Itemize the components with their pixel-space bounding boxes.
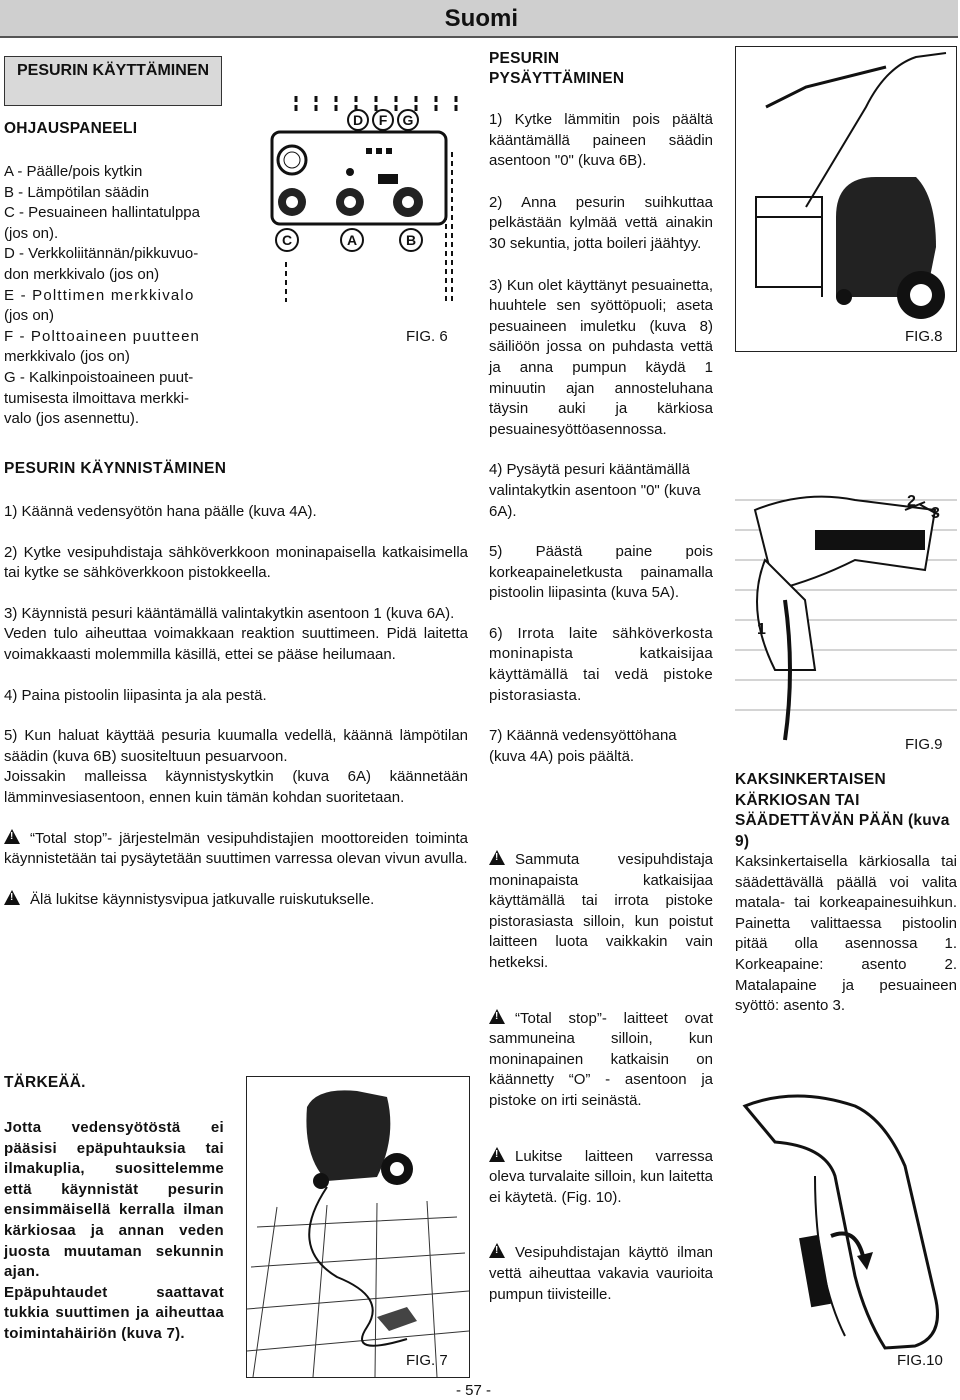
fig8-frame — [735, 46, 957, 352]
panel-line: don merkkivalo (jos on) — [4, 265, 160, 283]
important-para-1: Jotta vedensyötöstä ei pääsisi epäpuhtauksia tai ilmakuplia, suosittelemme että käynnistät pesurin ensimmäisellä kerralla ilman kärkiosaa ja annan veden juosta muutaman sekunnin ajan. — [4, 1119, 224, 1281]
fig6-letter-f: F — [378, 112, 388, 128]
fig8-label: FIG.8 — [905, 328, 943, 345]
lock-lever-text: Älä lukitse käynnistysvipua jatkuvalle ruiskutukselle. — [30, 890, 375, 908]
section-title-box — [4, 56, 222, 106]
fig7-frame — [246, 1076, 470, 1378]
language-header — [0, 0, 958, 38]
fig9-number-2: 2 — [907, 493, 916, 510]
start-step-1: 1) Käännä vedensyötön hana päälle (kuva 4A). — [4, 503, 317, 520]
page-number: - 57 - — [456, 1382, 492, 1399]
panel-line: F - Polttoaineen puutteen — [4, 327, 200, 345]
double-nozzle-text: Kaksinkertaisella kärkiosalla tai säädettävällä päällä voi valita matala- tai korkeapainesuihkun. Painetta valittaessa pistoolin pitää olla asennossa 1. Korkeapaine: asento 2. Matalapaine ja pesuaineen syöttö: asento 3. — [735, 853, 957, 1015]
stop-heading: PESURIN PYSÄYTTÄMINEN — [489, 50, 625, 87]
stop-step-2: 2) Anna pesurin suihkuttaa pelkästään kylmää vettä ainakin 30 sekuntia, jotta boileri jäähtyy. — [489, 193, 713, 252]
panel-line: B - Lämpötilan säädin — [4, 183, 150, 201]
total-stop-off-text: “Total stop”- laitteet ovat sammuneina silloin, kun moninapainen katkaisin on käännetty “O” - asentoon ja pistoke on irti seinästä. — [489, 1009, 713, 1109]
panel-line: A - Päälle/pois kytkin — [4, 163, 143, 180]
stop-step-6: 6) Irrota laite sähköverkosta moninapista katkaisijaa käyttämällä tai vedä pistoke pistorasiasta. — [489, 624, 713, 704]
panel-line: E - Polttimen merkkivalo — [4, 286, 195, 304]
disconnect-warning — [489, 850, 713, 974]
dry-run-warning — [489, 1243, 713, 1305]
important-text — [4, 1118, 224, 1345]
fig6-letter-g: G — [402, 112, 414, 128]
start-step-2: 2) Kytke vesipuhdistaja sähköverkkoon moninapaisella katkaisimella tai kytke se sähköverkkoon pistokkeella. — [4, 543, 468, 582]
panel-line: D - Verkkoliitännän/pikkuvuo- — [4, 245, 199, 263]
panel-line: tumisesta ilmoittava merkki- — [4, 389, 190, 407]
fig7-label: FIG. 7 — [406, 1352, 448, 1369]
panel-line: (jos on) — [4, 307, 55, 325]
stop-warnings — [489, 850, 713, 1305]
fig6-letter-c: C — [281, 232, 293, 248]
double-nozzle-heading: KAKSINKERTAISEN KÄRKIOSAN TAI SÄÄDETTÄVÄN PÄÄN (kuva 9) — [735, 771, 950, 850]
control-panel-list — [4, 162, 224, 430]
fig9-label: FIG.9 — [905, 736, 943, 753]
fig6-letter-b: B — [405, 232, 417, 248]
fig9-number-3: 3 — [931, 505, 940, 522]
total-stop-off-warning — [489, 1009, 713, 1112]
dry-run-text: Vesipuhdistajan käyttö ilman vettä aiheuttaa vakavia vaurioita pumpun tiivisteille. — [489, 1244, 713, 1303]
total-stop-text: “Total stop”- järjestelmän vesipuhdistajien moottoreiden toiminta käynnistetään tai pysäytetään suuttimen varressa olevan vivun avulla. — [4, 829, 468, 868]
stop-steps-top — [489, 110, 713, 767]
start-step-5: 5) Kun haluat käyttää pesuria kuumalla vedellä, käännä lämpötilan säädin (kuva 6B) suositeltuun pesuarvoon. — [4, 727, 468, 765]
panel-line: C - Pesuaineen hallintatulppa — [4, 204, 200, 222]
panel-line: valo (jos asennettu). — [4, 410, 140, 428]
warning-icon — [489, 1243, 505, 1258]
warning-icon — [489, 1009, 505, 1024]
stop-step-1: 1) Kytke lämmitin pois päältä kääntämällä paineen säädin asentoon "0" (kuva 6B). — [489, 111, 713, 170]
language-label: Suomi — [444, 5, 518, 32]
panel-line: merkkivalo (jos on) — [4, 348, 130, 366]
fig6-letter-a: A — [346, 232, 358, 248]
stop-step-3: 3) Kun olet käyttänyt pesuainetta, huuhtele sen syöttöpuoli; aseta pesuaineen imuletku (kuva 8) säiliöön jossa on puhdasta vettä ja anna pumpun käydä 1 minuutin ajan annosteluhana täysin auki ja kärkiosa pesuainesyöttöasennossa. — [489, 276, 713, 438]
warning-icon — [489, 850, 505, 865]
panel-line: G - Kalkinpoistoaineen puut- — [4, 368, 194, 386]
start-step-3-note: Veden tulo aiheuttaa voimakkaan reaktion suuttimeen. Pidä laitetta voimakkaasti molemmilla käsillä, ettei se pääse heilumaan. — [4, 625, 468, 663]
fig10-label: FIG.10 — [897, 1352, 943, 1369]
fig9-illustration — [735, 470, 957, 760]
section-title: PESURIN KÄYTTÄMINEN — [16, 62, 209, 79]
start-heading: PESURIN KÄYNNISTÄMINEN — [4, 460, 227, 477]
stop-step-5: 5) Päästä paine pois korkeapaineletkusta painamalla pistoolin liipasinta (kuva 5A). — [489, 543, 713, 602]
safety-lock-warning — [489, 1147, 713, 1209]
lock-lever-warning — [4, 890, 468, 911]
stop-step-4: 4) Pysäytä pesuri kääntämällä valintakytkin asentoon "0" (kuva 6A). — [489, 461, 701, 520]
control-panel-heading: OHJAUSPANEELI — [4, 120, 138, 137]
disconnect-warning-text: Sammuta vesipuhdistaja moninapaista katkaisijaa käyttämällä tai irrota pistoke pistorasiasta silloin, kun poistut laitteen luota vaikkakin vain hetkeksi. — [489, 851, 713, 971]
panel-line: (jos on). — [4, 224, 59, 242]
start-step-4: 4) Paina pistoolin liipasinta ja ala pestä. — [4, 686, 267, 704]
fig6-label: FIG. 6 — [406, 328, 448, 345]
warning-icon — [4, 829, 20, 844]
stop-step-7: 7) Käännä vedensyöttöhana (kuva 4A) pois päältä. — [489, 727, 677, 765]
important-heading: TÄRKEÄÄ. — [4, 1074, 86, 1091]
safety-lock-text: Lukitse laitteen varressa oleva turvalaite silloin, kun laitetta ei käytetä. (Fig. 10). — [489, 1147, 713, 1206]
fig10-illustration — [735, 1076, 957, 1366]
fig6-illustration — [262, 92, 468, 306]
warning-icon — [489, 1147, 505, 1162]
total-stop-warning — [4, 829, 468, 870]
start-step-5-note: Joissakin malleissa käynnistyskytkin (kuva 6A) käännetään lämminvesiasentoon, ennen kuin tämän kohdan suoritetaan. — [4, 768, 468, 806]
start-step-3: 3) Käynnistä pesuri kääntämällä valintakytkin asentoon 1 (kuva 6A). — [4, 604, 455, 622]
fig6-letter-d: D — [352, 112, 364, 128]
important-para-2: Epäpuhtaudet saattavat tukkia suuttimen ja aiheuttaa toimintahäiriön (kuva 7). — [4, 1283, 224, 1342]
warning-icon — [4, 890, 20, 905]
start-steps — [4, 502, 468, 910]
fig9-number-1: 1 — [757, 621, 766, 638]
